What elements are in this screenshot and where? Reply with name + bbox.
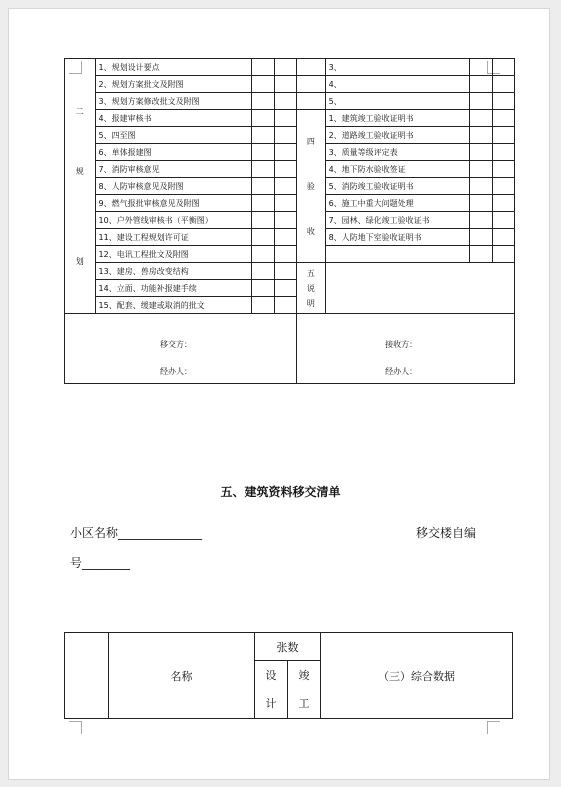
table-cell: 12、电讯工程批文及附图 [95,246,252,263]
table-cell: 1、建筑竣工验收证明书 [325,110,470,127]
table-cell: 8、人防地下室验收证明书 [325,229,470,246]
table-cell: 4、报建审核书 [95,110,252,127]
completion-column-header: 竣 工 [288,661,321,719]
table-cell: 5、 [325,93,470,110]
table-cell: 14、立面、功能补报建手续 [95,280,252,297]
table-cell: 2、道路竣工验收证明书 [325,127,470,144]
table-cell: 2、规划方案批文及附图 [95,76,252,93]
table-cell: 6、施工中重大问题处理 [325,195,470,212]
table-cell: 15、配套、缓建或取消的批文 [95,297,252,314]
count-header: 张数 [255,633,321,661]
table-cell: 4、 [325,76,470,93]
section-label-notes: 五 说 明 [297,263,326,314]
table-cell: 6、单体报建图 [95,144,252,161]
building-data-table [64,632,513,719]
section-label-plan: 二 规 划 [65,59,96,314]
data-header: （三）综合数据 [321,633,513,719]
table-cell: 1、规划设计要点 [95,59,252,76]
table-cell: 3、规划方案修改批文及附图 [95,93,252,110]
section-title: 五、建筑资料移交清单 [220,485,341,499]
table-cell [65,633,109,719]
table-cell: 9、燃气报批审核意见及附图 [95,195,252,212]
table-cell: 5、消防竣工验收证明书 [325,178,470,195]
handler-label: 经办人： [385,367,418,376]
table-cell: 5、四至图 [95,127,252,144]
signature-transfer-side [65,314,297,384]
table-cell: 4、地下防水验收签证 [325,161,470,178]
signature-receive-side [297,314,515,384]
table-cell: 10、户外管线审核书（平衡图） [95,212,252,229]
notes-area [325,263,514,314]
table-cell: 11、建设工程规划许可证 [95,229,252,246]
transfer-party-label: 移交方： [160,340,192,349]
design-column-header: 设 计 [255,661,288,719]
crop-mark [487,721,500,734]
table-cell: 7、园林、绿化竣工验收证书 [325,212,470,229]
table-cell: 13、建房、兽房改变结构 [95,263,252,280]
table-cell: 3、 [325,59,470,76]
receive-party-label: 接收方： [385,340,418,349]
plan-acceptance-table [64,58,515,384]
building-number-line: 移交楼自编 [416,526,477,540]
table-cell: 7、消防审核意见 [95,161,252,178]
table-cell: 8、人防审核意见及附图 [95,178,252,195]
number-line: 号________ [70,556,131,570]
community-name-line: 小区名称______________ [70,526,203,540]
crop-mark [69,721,82,734]
table-cell: 3、质量等级评定表 [325,144,470,161]
handler-label: 经办人： [160,367,192,376]
section-label-acceptance: 四 验 收 [297,110,326,263]
name-header: 名称 [109,633,255,719]
